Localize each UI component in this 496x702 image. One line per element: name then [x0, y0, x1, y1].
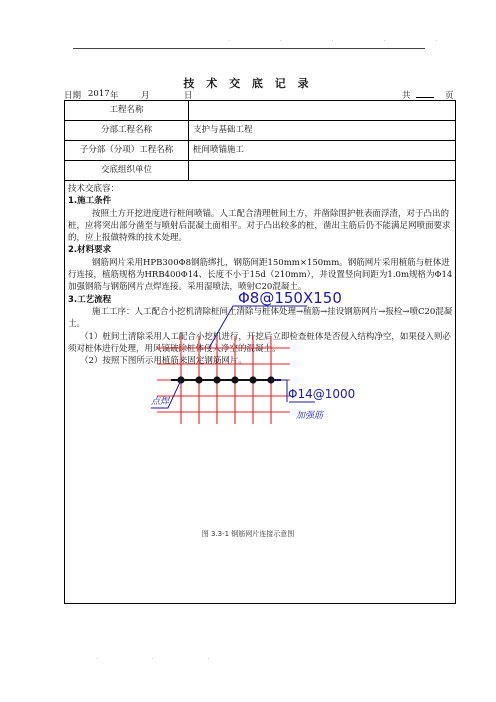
anchor-bar	[171, 376, 281, 383]
header-rule	[73, 48, 425, 49]
mesh-spec-label: Φ8@150X150	[238, 289, 342, 307]
reinforcing-bar-label: 加强筋	[296, 411, 324, 421]
row-sub-item	[65, 141, 455, 161]
weld-point	[213, 376, 220, 383]
date-year: 2017	[88, 89, 110, 99]
page-label: 页	[445, 91, 454, 101]
row-subproject	[65, 121, 455, 141]
weld-point	[231, 376, 238, 383]
weld-label: 点焊	[151, 397, 170, 407]
row-label: 子分部（分项）工程名称	[65, 141, 189, 160]
section-2-text: 钢筋网片采用HPB300Φ8钢筋绑扎，钢筋间距150mm×150mm。钢筋网片采用植筋与桩体进行连接，植筋规格为HRB400Φ14、长度不小于15d（210mm），并设置竖向间距为1.0m规格为Φ14加强钢筋与钢筋网片点焊连接。采用湿喷法，喷射C20混凝土。	[68, 257, 453, 293]
footer-decoration: · · ·	[96, 656, 236, 663]
total-label: 共	[402, 91, 411, 101]
section-3-text-3: （2）按照下图所示用植筋来固定钢筋网片。	[80, 356, 247, 367]
row-organizer	[65, 161, 455, 181]
date-year-suffix: 年	[110, 91, 119, 101]
row-value: 支护与基础工程	[193, 125, 253, 135]
row-project-name	[65, 101, 455, 121]
row-label: 交底组织单位	[65, 161, 189, 180]
mesh-leader-line	[209, 306, 307, 348]
row-label: 工程名称	[65, 101, 189, 120]
weld-point	[195, 376, 202, 383]
document-title: 技 术 交 底 记 录	[183, 77, 313, 90]
weld-point	[249, 376, 256, 383]
date-label: 日期	[64, 91, 82, 101]
section-3-text-1: 施工工序：人工配合小挖机清除桩间土清除与桩体处理→植筋→挂设钢筋网片→报检→喷C20混凝土。	[68, 306, 453, 330]
anchor-leader-line	[271, 380, 287, 402]
section-1-text: 按照土方开挖进度进行桩间喷锚。人工配合清理桩间土方，并凿除围护桩表面浮渣，对于凸出的桩，应将突出部分凿至与喷射后混凝土面相平。对于凸出较多的桩，凿出主筋后仍不能满足网喷面要求的，应上报做特殊的技术处理。	[68, 208, 451, 244]
section-1-title: 1.施工条件	[68, 196, 112, 207]
section-3-title: 3.工艺流程	[68, 294, 112, 305]
figure-caption: 图 3.3-1 钢筋网片连接示意图	[201, 530, 295, 538]
date-month: 月	[141, 91, 150, 101]
rebar-mesh-diagram	[75, 276, 356, 426]
row-value: 桩间喷锚施工	[193, 145, 245, 155]
anchor-spec-label: Φ14@1000	[288, 387, 356, 401]
date-day: 日	[184, 91, 193, 101]
content-intro: 技术交底容：	[68, 184, 120, 194]
section-2-title: 2.材料要求	[68, 245, 112, 256]
row-label: 分部工程名称	[65, 121, 189, 140]
header-decoration: · · · · ·	[228, 38, 462, 45]
section-3-text-2: （1）桩间土清除采用人工配合小挖机进行，开挖后立即检查桩体是否侵入结构净空，如果侵入则必须对桩体进行处理，用风镐破除桩体侵入净空的混凝土。	[68, 331, 451, 354]
